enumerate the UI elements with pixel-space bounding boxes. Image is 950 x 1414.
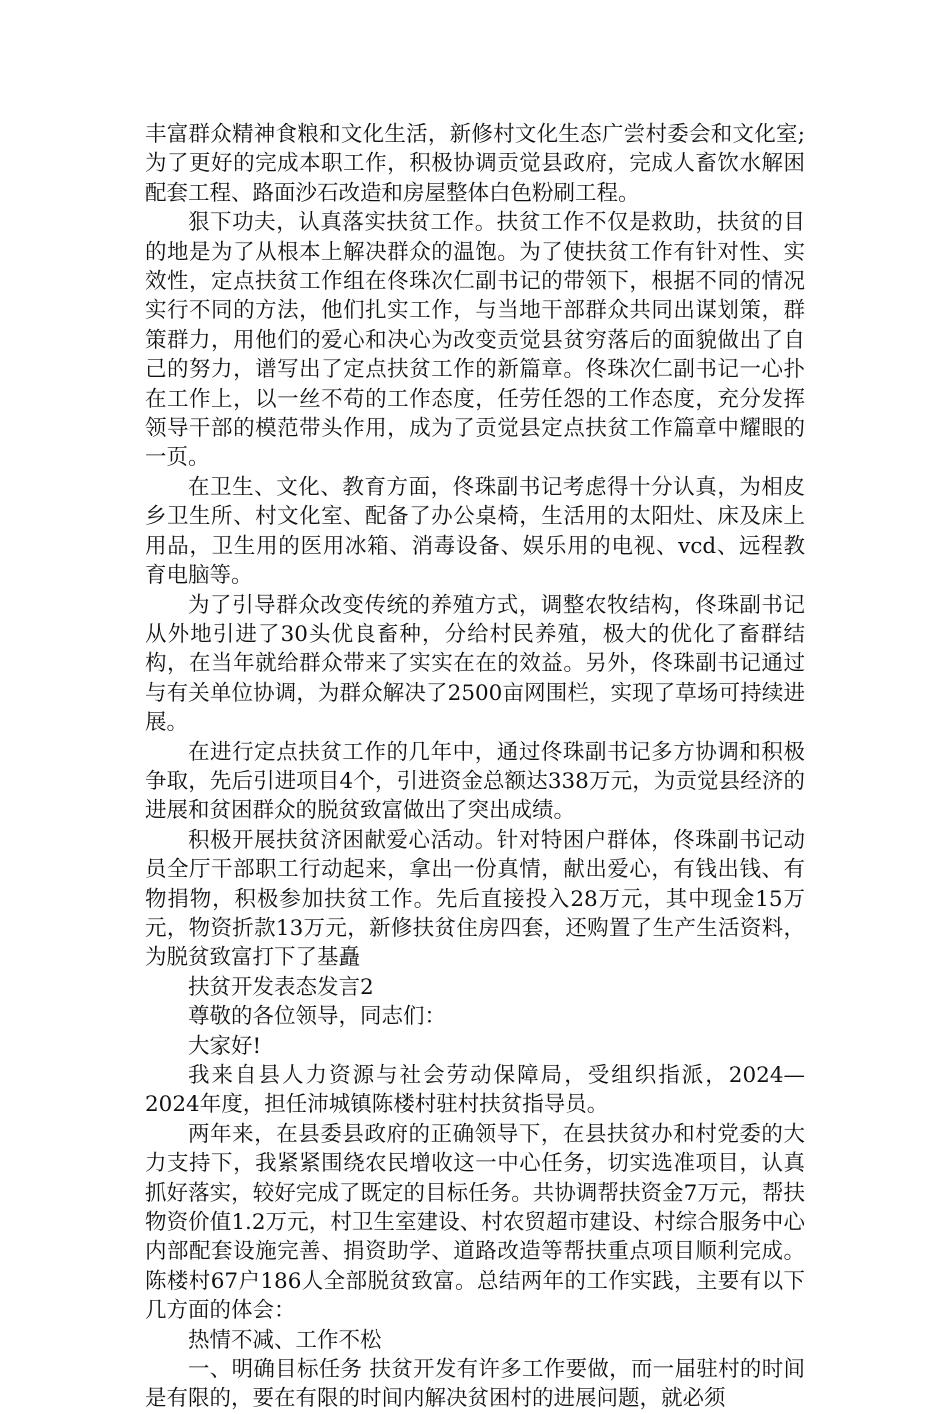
paragraph-2: 狠下功夫，认真落实扶贫工作。扶贫工作不仅是救助，扶贫的目的地是为了从根本上解决群众的温饱。为了使扶贫工作有针对性、实效性，定点扶贫工作组在佟珠次仁副书记的带领下，根据不同的情况实行不同的方法，他们扎实工作，与当地干部群众共同出谋划策，群策群力，用他们的爱心和决心为改变贡觉县贫穷落后的面貌做出了自己的努力，谱写出了定点扶贫工作的新篇章。佟珠次仁副书记一心扑在工作上，以一丝不苟的工作态度，任劳任怨的工作态度，充分发挥领导干部的模范带头作用，成为了贡觉县定点扶贫工作篇章中耀眼的一页。 — [145, 210, 805, 471]
subheading: 热情不减、工作不松 — [188, 1327, 382, 1353]
paragraph-goals: 一、明确目标任务 扶贫开发有许多工作要做，而一届驻村的时间是有限的，要在有限的时间内解决贫困村的进展问题，就必须 — [145, 1357, 805, 1412]
salutation: 尊敬的各位领导，同志们： — [188, 1004, 447, 1030]
paragraph-6: 积极开展扶贫济困献爱心活动。针对特困户群体，佟珠副书记动员全厅干部职工行动起来，拿出一份真情，献出爱心，有钱出钱、有物捐物，积极参加扶贫工作。先后直接投入28万元，其中现金15万元，物资折款13万元，新修扶贫住房四套，还购置了生产生活资料，为脱贫致富打下了基矗 — [145, 827, 805, 971]
greeting: 大家好! — [188, 1033, 262, 1059]
paragraph-4: 为了引导群众改变传统的养殖方式，调整农牧结构，佟珠副书记从外地引进了30头优良畜种，分给村民养殖，极大的优化了畜群结构，在当年就给群众带来了实实在在的效益。另外，佟珠副书记通过与有关单位协调，为群众解决了2500亩网围栏，实现了草场可持续进展。 — [145, 592, 805, 736]
paragraph-1: 丰富群众精神食粮和文化生活，新修村文化生态广尝村委会和文化室;为了更好的完成本职工作，积极协调贡觉县政府，完成人畜饮水解困配套工程、路面沙石改造和房屋整体白色粉刷工程。 — [145, 122, 805, 206]
paragraph-summary: 两年来，在县委县政府的正确领导下，在县扶贫办和村党委的大力支持下，我紧紧围绕农民增收这一中心任务，切实选准项目，认真抓好落实，较好完成了既定的目标任务。共协调帮扶资金7万元，帮扶物资价值1.2万元，村卫生室建设、村农贸超市建设、村综合服务中心内部配套设施完善、捐资助学、道路改造等帮扶重点项目顺利完成。陈楼村67户186人全部脱贫致富。总结两年的工作实践，主要有以下几方面的体会： — [145, 1121, 805, 1324]
document-page — [145, 120, 805, 1414]
paragraph-5: 在进行定点扶贫工作的几年中，通过佟珠副书记多方协调和积极争取，先后引进项目4个，引进资金总额达338万元，为贡觉县经济的进展和贫困群众的脱贫致富做出了突出成绩。 — [145, 739, 805, 824]
paragraph-3: 在卫生、文化、教育方面，佟珠副书记考虑得十分认真，为相皮乡卫生所、村文化室、配备了办公桌椅，生活用的太阳灶、床及床上用品，卫生用的医用冰箱、消毒设备、娱乐用的电视、vcd、远程教育电脑等。 — [145, 474, 805, 589]
section-heading: 扶贫开发表态发言2 — [188, 974, 374, 1000]
paragraph-intro: 我来自县人力资源与社会劳动保障局，受组织指派，2024—2024年度，担任沛城镇陈楼村驻村扶贫指导员。 — [145, 1063, 805, 1118]
